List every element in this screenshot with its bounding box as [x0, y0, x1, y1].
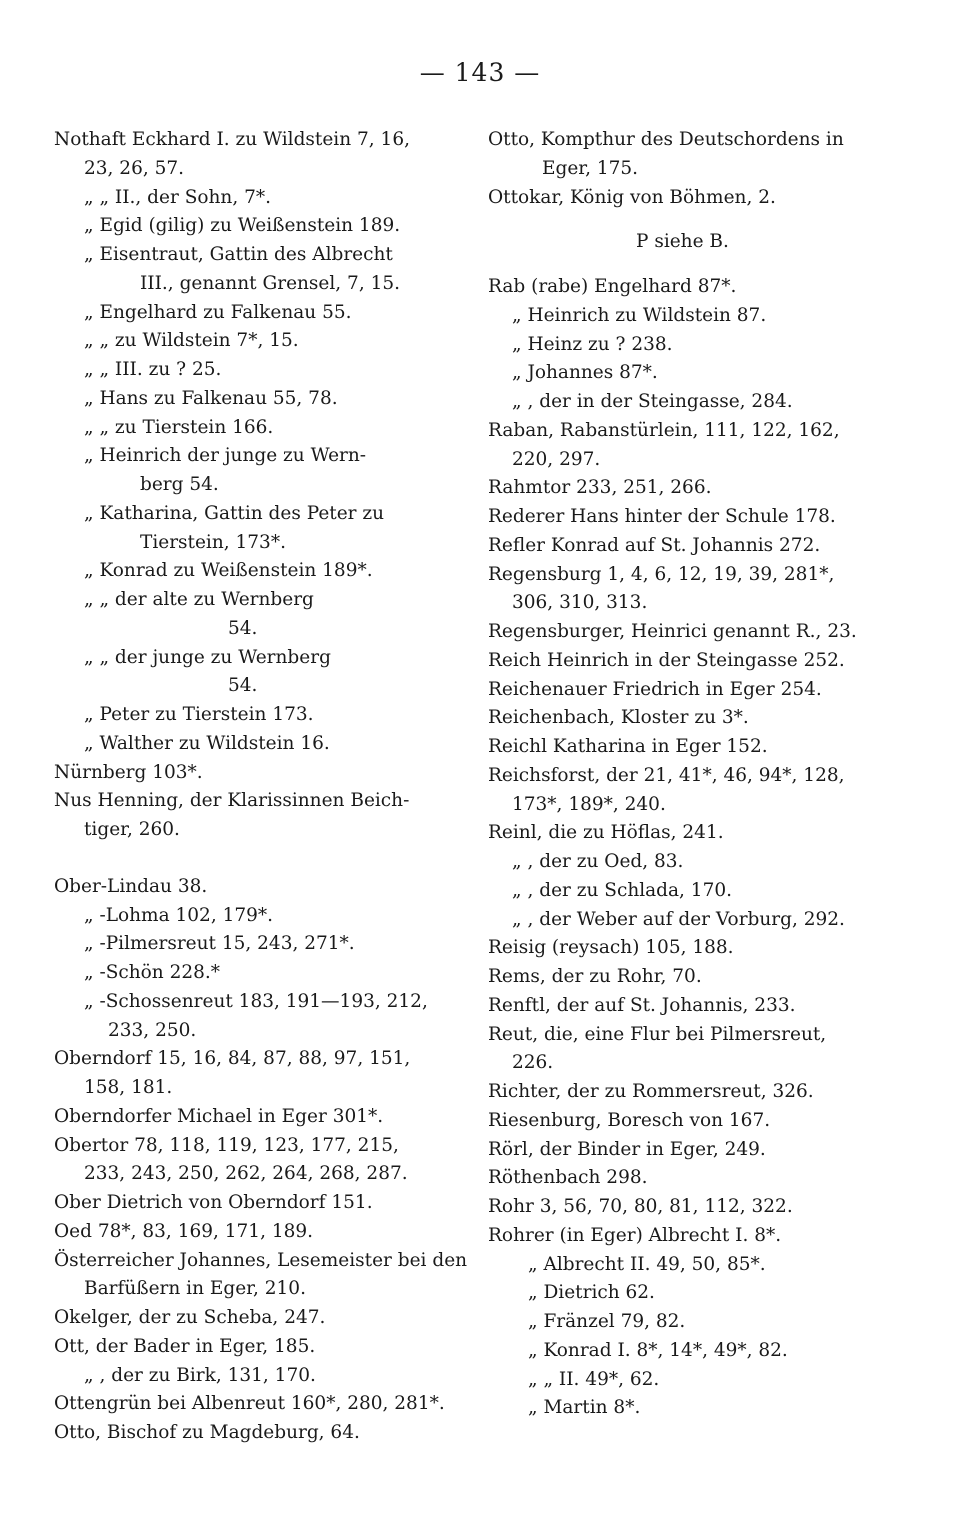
page-number: — 143 — — [419, 58, 541, 87]
index-entry: berg 54. — [140, 474, 219, 495]
index-entry: „ , der Weber auf der Vorburg, 292. — [512, 908, 845, 930]
index-entry: 233, 250. — [108, 1019, 197, 1041]
index-entry: Rohrer (in Eger) Albrecht I. 8*. — [488, 1224, 782, 1246]
index-entry: „ Hans zu Falkenau 55, 78. — [84, 387, 338, 409]
section-gap — [488, 257, 898, 273]
index-entry: Rahmtor 233, 251, 266. — [488, 477, 712, 499]
index-entry: Reichenauer Friedrich in Eger 254. — [488, 678, 822, 700]
index-entry: „ „ zu Tierstein 166. — [84, 416, 274, 438]
index-entry: Rederer Hans hinter der Schule 178. — [488, 506, 836, 527]
index-entry: Regensburger, Heinrici genannt R., 23. — [488, 621, 857, 642]
index-entry: 158, 181. — [84, 1077, 173, 1098]
index-entry: Oed 78*, 83, 169, 171, 189. — [54, 1220, 314, 1242]
section-gap — [54, 845, 459, 873]
index-entry: Ober Dietrich von Oberndorf 151. — [54, 1192, 373, 1213]
index-entry: Oberndorfer Michael in Eger 301*. — [54, 1105, 384, 1127]
index-entry: „ Eisentraut, Gattin des Albrecht — [84, 244, 393, 265]
index-entry: 23, 26, 57. — [84, 157, 185, 179]
index-entry: Oberndorf 15, 16, 84, 87, 88, 97, 151, — [54, 1048, 411, 1070]
index-entry: „ -Lohma 102, 179*. — [84, 904, 274, 926]
section-gap — [488, 212, 898, 228]
index-entry: Tierstein, 173*. — [140, 531, 286, 553]
index-entry: „ „ der alte zu Wernberg — [84, 589, 314, 610]
index-entry: „ Johannes 87*. — [512, 362, 658, 384]
index-entry: Rems, der zu Rohr, 70. — [488, 966, 702, 987]
index-entry: Ott, der Bader in Eger, 185. — [54, 1335, 316, 1357]
index-entry: „ Martin 8*. — [528, 1397, 641, 1419]
index-entry: 54. — [228, 675, 258, 697]
index-entry: „ Heinz zu ? 238. — [512, 333, 673, 355]
index-entry: Österreicher Johannes, Lesemeister bei den — [54, 1249, 468, 1271]
index-entry: Reisig (reysach) 105, 188. — [488, 937, 734, 959]
index-entry: III., genannt Grensel, 7, 15. — [140, 272, 401, 294]
index-entry: Ottengrün bei Albenreut 160*, 280, 281*. — [54, 1393, 445, 1415]
index-entry: Barfüßern in Eger, 210. — [84, 1278, 306, 1300]
index-entry: „ „ II. 49*, 62. — [528, 1368, 660, 1390]
index-column-left — [54, 126, 468, 1448]
index-entry: Röthenbach 298. — [488, 1167, 648, 1189]
index-entry: „ Fränzel 79, 82. — [528, 1311, 686, 1332]
index-entry: P siehe B. — [636, 231, 729, 253]
index-entry: 173*, 189*, 240. — [512, 793, 666, 815]
index-entry: „ Konrad zu Weißenstein 189*. — [84, 560, 373, 582]
index-entry: Rohr 3, 56, 70, 80, 81, 112, 322. — [488, 1196, 793, 1217]
index-entry: Ottokar, König von Böhmen, 2. — [488, 186, 776, 208]
index-entry: Reinl, die zu Höflas, 241. — [488, 822, 724, 844]
index-entry: 226. — [512, 1052, 554, 1074]
index-entry: Raban, Rabanstürlein, 111, 122, 162, — [488, 419, 840, 441]
index-entry: „ , der zu Oed, 83. — [512, 851, 684, 872]
index-entry: „ , der in der Steingasse, 284. — [512, 391, 793, 412]
index-entry: Otto, Bischof zu Magdeburg, 64. — [54, 1422, 360, 1443]
index-entry: Nus Henning, der Klarissinnen Beich- — [54, 790, 410, 812]
index-entry: „ „ zu Wildstein 7*, 15. — [84, 330, 299, 352]
index-entry: Okelger, der zu Scheba, 247. — [54, 1307, 326, 1328]
index-entry: „ -Schön 228.* — [84, 962, 221, 983]
index-entry: Rab (rabe) Engelhard 87*. — [488, 276, 737, 297]
index-entry: 54. — [228, 617, 258, 639]
index-entry: 306, 310, 313. — [512, 592, 648, 614]
index-entry: „ „ der junge zu Wernberg — [84, 646, 331, 668]
index-entry: „ , der zu Schlada, 170. — [512, 879, 733, 901]
index-entry: „ „ III. zu ? 25. — [84, 359, 222, 380]
index-entry: Reichenbach, Kloster zu 3*. — [488, 707, 749, 729]
index-entry: Reichsforst, der 21, 41*, 46, 94*, 128, — [488, 764, 845, 786]
index-entry: Obertor 78, 118, 119, 123, 177, 215, — [54, 1134, 399, 1156]
index-entry: „ Peter zu Tierstein 173. — [84, 704, 314, 725]
index-entry: Nothaft Eckhard I. zu Wildstein 7, 16, — [54, 129, 410, 150]
index-entry: 233, 243, 250, 262, 264, 268, 287. — [84, 1163, 408, 1185]
index-column-right — [488, 126, 898, 1423]
index-entry: Eger, 175. — [542, 157, 639, 179]
index-entry: „ Katharina, Gattin des Peter zu — [84, 502, 385, 524]
index-entry: 220, 297. — [512, 448, 601, 470]
index-entry: Rörl, der Binder in Eger, 249. — [488, 1138, 766, 1160]
index-entry: „ Walther zu Wildstein 16. — [84, 732, 330, 754]
index-entry: Refler Konrad auf St. Johannis 272. — [488, 534, 821, 556]
index-entry: Richter, der zu Rommersreut, 326. — [488, 1081, 814, 1102]
index-entry: „ Heinrich zu Wildstein 87. — [512, 304, 767, 326]
index-entry: „ Engelhard zu Falkenau 55. — [84, 301, 352, 323]
index-entry: Nürnberg 103*. — [54, 761, 203, 783]
index-entry: Reichl Katharina in Eger 152. — [488, 736, 768, 757]
index-entry: „ „ II., der Sohn, 7*. — [84, 186, 272, 208]
index-entry: „ Albrecht II. 49, 50, 85*. — [528, 1253, 766, 1275]
index-entry: Otto, Kompthur des Deutschordens in — [488, 129, 844, 150]
index-entry: Reich Heinrich in der Steingasse 252. — [488, 649, 845, 671]
index-entry: Riesenburg, Boresch von 167. — [488, 1109, 771, 1131]
index-entry: „ -Schossenreut 183, 191—193, 212, — [84, 990, 428, 1012]
index-entry: „ Dietrich 62. — [528, 1282, 655, 1304]
index-entry: „ Egid (gilig) zu Weißenstein 189. — [84, 215, 401, 237]
index-entry: „ Konrad I. 8*, 14*, 49*, 82. — [528, 1339, 788, 1361]
index-entry: „ , der zu Birk, 131, 170. — [84, 1364, 316, 1386]
index-entry: „ Heinrich der junge zu Wern- — [84, 445, 367, 467]
index-entry: Ober-Lindau 38. — [54, 875, 208, 897]
index-entry: Regensburg 1, 4, 6, 12, 19, 39, 281*, — [488, 563, 835, 585]
index-entry: Reut, die, eine Flur bei Pilmersreut, — [488, 1023, 827, 1045]
index-entry: tiger, 260. — [84, 819, 180, 840]
index-entry: „ -Pilmersreut 15, 243, 271*. — [84, 933, 355, 955]
index-entry: Renftl, der auf St. Johannis, 233. — [488, 994, 796, 1016]
